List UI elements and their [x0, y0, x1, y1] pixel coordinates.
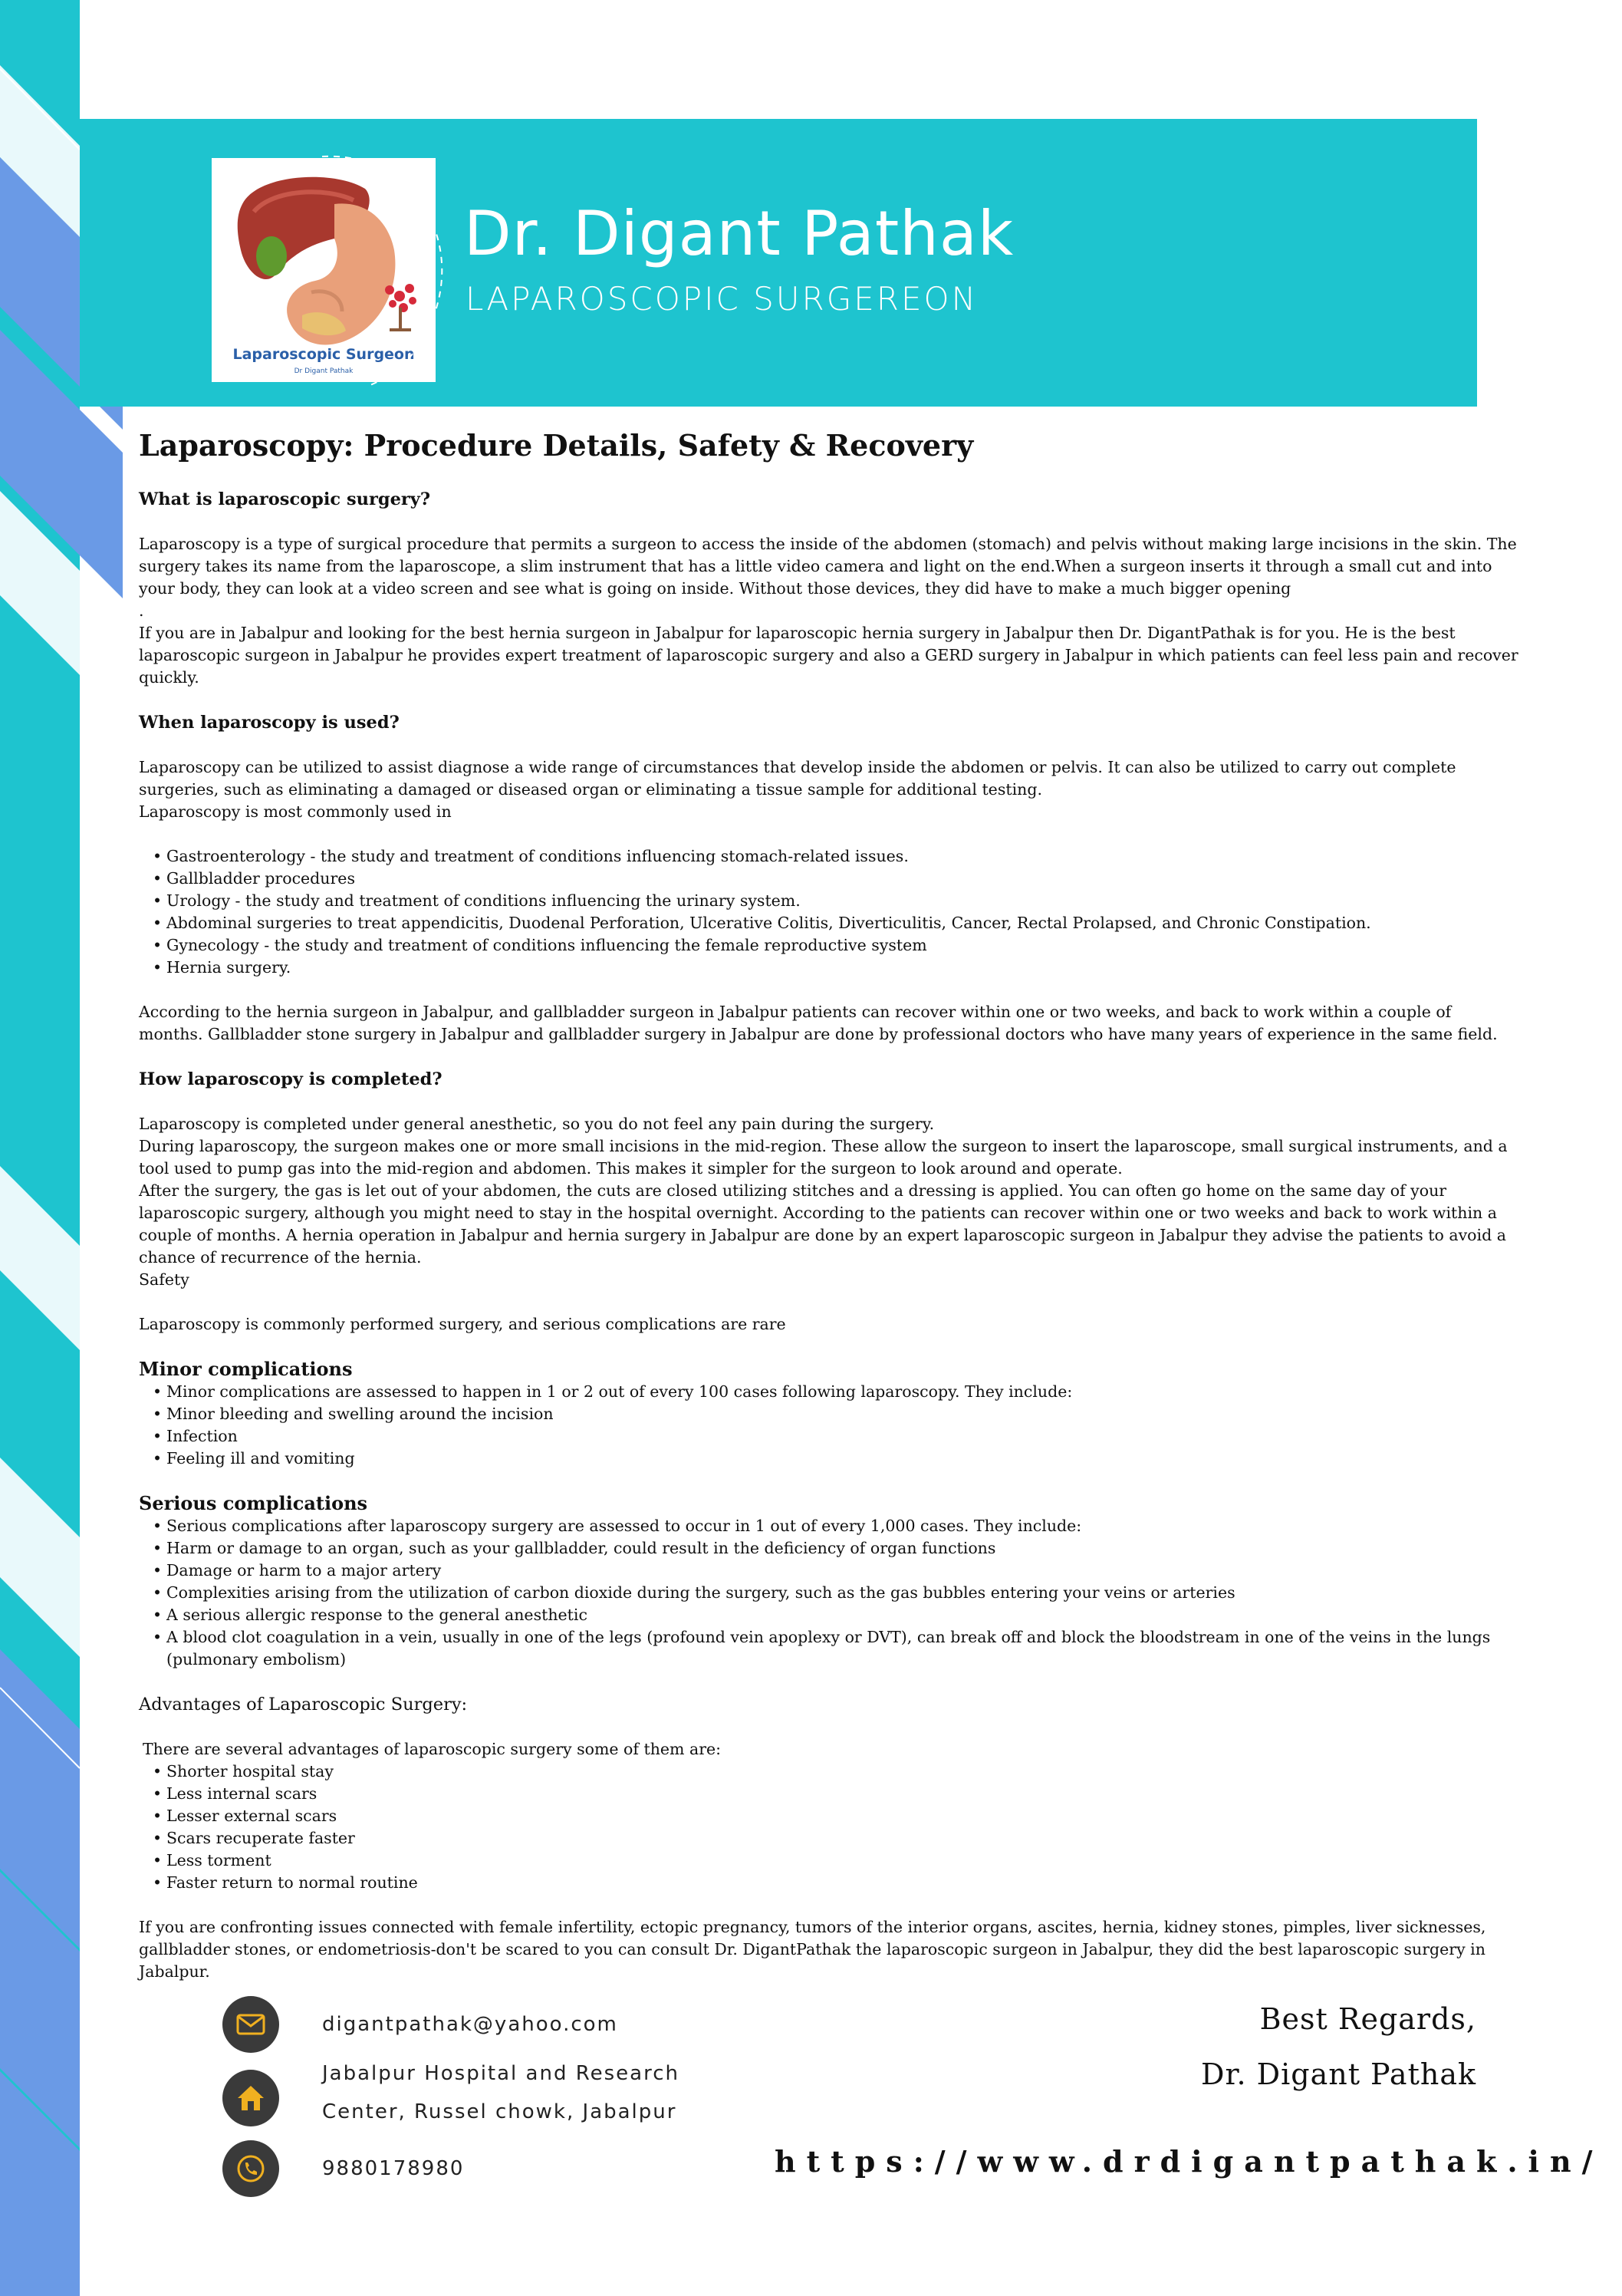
list-item: • Gynecology - the study and treatment of conditions influencing the female reproductive system: [153, 934, 1519, 957]
section-heading-what-is: What is laparoscopic surgery?: [139, 489, 431, 509]
paragraph: Safety: [139, 1270, 189, 1289]
list-item: • A blood clot coagulation in a vein, usually in one of the legs (profound vein apoplexy or DVT), can break off and block the bloodstream in one of the veins in the lungs (pulmonary embolism): [153, 1626, 1519, 1671]
phone-icon: [222, 2140, 279, 2197]
article: [139, 427, 1519, 1983]
contact-phone[interactable]: 9880178980: [322, 2157, 465, 2180]
paragraph: Laparoscopy is most commonly used in: [139, 802, 452, 821]
home-icon: [222, 2070, 279, 2126]
list-item: • Faster return to normal routine: [153, 1872, 1519, 1894]
list-item: • Infection: [153, 1425, 1519, 1448]
list-item: • Serious complications after laparoscopy surgery are assessed to occur in 1 out of every 1,000 cases. They include:: [153, 1515, 1519, 1537]
list-item: • Abdominal surgeries to treat appendicitis, Duodenal Perforation, Ulcerative Colitis, Diverticulitis, Cancer, Rectal Prolapsed, and Chronic Constipation.: [153, 912, 1519, 934]
section-heading-how-completed: How laparoscopy is completed?: [139, 1069, 443, 1089]
paragraph: Laparoscopy is a type of surgical procedure that permits a surgeon to access the inside of the abdomen (stomach) and pelvis without making large incisions in the skin. The surgery takes its name from the laparoscope, a slim instrument that has a little video camera and light on the end.When a surgeon inserts it through a small cut and into your body, they can look at a video screen and see what is going on inside. Without those devices, they did have to make a much bigger opening: [139, 535, 1517, 598]
list-item: • Minor bleeding and swelling around the incision: [153, 1403, 1519, 1425]
doctor-name: Dr. Digant Pathak: [464, 198, 1015, 269]
list-item: • Damage or harm to a major artery: [153, 1560, 1519, 1582]
paragraph: Laparoscopy is completed under general anesthetic, so you do not feel any pain during the surgery.: [139, 1115, 935, 1133]
paragraph: After the surgery, the gas is let out of your abdomen, the cuts are closed utilizing stitches and a dressing is applied. You can often go home on the same day of your laparoscopic surgery, although you might need to stay in the hospital overnight. According to the patients can recover within one or two weeks and back to work within a couple of months. A hernia operation in Jabalpur and hernia surgery in Jabalpur are done by an expert laparoscopic surgeon in Jabalpur they advise the patients to avoid a chance of recurrence of the hernia.: [139, 1181, 1506, 1267]
closing-paragraph: If you are confronting issues connected with female infertility, ectopic pregnancy, tumors of the interior organs, ascites, hernia, kidney stones, pimples, liver sicknesses, gallbladder stones, or endometriosis-don't be scared to you can consult Dr. DigantPathak the laparoscopic surgeon in Jabalpur, they did the best laparoscopic surgery in Jabalpur.: [139, 1918, 1486, 1981]
signature-name: Dr. Digant Pathak: [1201, 2057, 1476, 2091]
logo-dashed-arc: [253, 152, 460, 390]
minor-complications-heading: Minor complications: [139, 1358, 353, 1380]
serious-complications-heading: Serious complications: [139, 1492, 368, 1514]
paragraph: .: [139, 601, 144, 620]
list-item: • Scars recuperate faster: [153, 1827, 1519, 1850]
list-item: • Hernia surgery.: [153, 957, 1519, 979]
paragraph: There are several advantages of laparoscopic surgery some of them are:: [143, 1740, 722, 1758]
list-item: • Complexities arising from the utilization of carbon dioxide during the surgery, such as the gas bubbles entering your veins or arteries: [153, 1582, 1519, 1604]
list-item: • Gastroenterology - the study and treatment of conditions influencing stomach-related issues.: [153, 845, 1519, 868]
paragraph: Laparoscopy can be utilized to assist diagnose a wide range of circumstances that develop inside the abdomen or pelvis. It can also be utilized to carry out complete surgeries, such as eliminating a damaged or diseased organ or eliminating a tissue sample for additional testing.: [139, 758, 1456, 799]
list-item: • Feeling ill and vomiting: [153, 1448, 1519, 1470]
section-heading-when-used: When laparoscopy is used?: [139, 713, 400, 733]
contact-address-line2: Center, Russel chowk, Jabalpur: [322, 2100, 677, 2123]
paragraph: Laparoscopy is commonly performed surgery, and serious complications are rare: [139, 1315, 786, 1333]
logo-text: Laparoscopic Surgeon: [232, 346, 415, 363]
best-regards: Best Regards,: [1259, 2002, 1476, 2036]
logo-subtext: Dr Digant Pathak: [294, 367, 354, 375]
serious-complications-list: [139, 1515, 1519, 1671]
paragraph: According to the hernia surgeon in Jabalpur, and gallbladder surgeon in Jabalpur patients can recover within one or two weeks, and back to work within a couple of months. Gallbladder stone surgery in Jabalpur and gallbladder surgery in Jabalpur are done by professional doctors who have many years of experience in the same field.: [139, 1003, 1498, 1043]
list-item: • Less internal scars: [153, 1783, 1519, 1805]
list-item: • Lesser external scars: [153, 1805, 1519, 1827]
paragraph: If you are in Jabalpur and looking for the best hernia surgeon in Jabalpur for laparoscopic hernia surgery in Jabalpur then Dr. DigantPathak is for you. He is the best laparoscopic surgeon in Jabalpur he provides expert treatment of laparoscopic surgery and also a GERD surgery in Jabalpur in which patients can feel less pain and recover quickly.: [139, 624, 1518, 687]
advantages-list: [139, 1761, 1519, 1894]
list-item: • Less torment: [153, 1850, 1519, 1872]
contact-email[interactable]: digantpathak@yahoo.com: [322, 2013, 618, 2036]
paragraph: During laparoscopy, the surgeon makes one or more small incisions in the mid-region. These allow the surgeon to insert the laparoscope, small surgical instruments, and a tool used to pump gas into the mid-region and abdomen. This makes it simpler for the surgeon to look around and operate.: [139, 1137, 1508, 1178]
article-title: Laparoscopy: Procedure Details, Safety & Recovery: [139, 428, 974, 463]
contact-address-line1: Jabalpur Hospital and Research: [322, 2062, 679, 2085]
list-item: • Urology - the study and treatment of conditions influencing the urinary system.: [153, 890, 1519, 912]
list-item: • Gallbladder procedures: [153, 868, 1519, 890]
minor-complications-list: [139, 1381, 1519, 1470]
list-item: • Shorter hospital stay: [153, 1761, 1519, 1783]
list-item: • Minor complications are assessed to happen in 1 or 2 out of every 100 cases following laparoscopy. They include:: [153, 1381, 1519, 1403]
doctor-title: LAPAROSCOPIC SURGEREON: [466, 280, 979, 318]
uses-list: [139, 845, 1519, 979]
advantages-heading: Advantages of Laparoscopic Surgery:: [139, 1695, 468, 1715]
email-icon: [222, 1996, 279, 2053]
list-item: • Harm or damage to an organ, such as your gallbladder, could result in the deficiency of organ functions: [153, 1537, 1519, 1560]
list-item: • A serious allergic response to the general anesthetic: [153, 1604, 1519, 1626]
website-link[interactable]: https://www.drdigantpathak.in/: [775, 2144, 1604, 2179]
